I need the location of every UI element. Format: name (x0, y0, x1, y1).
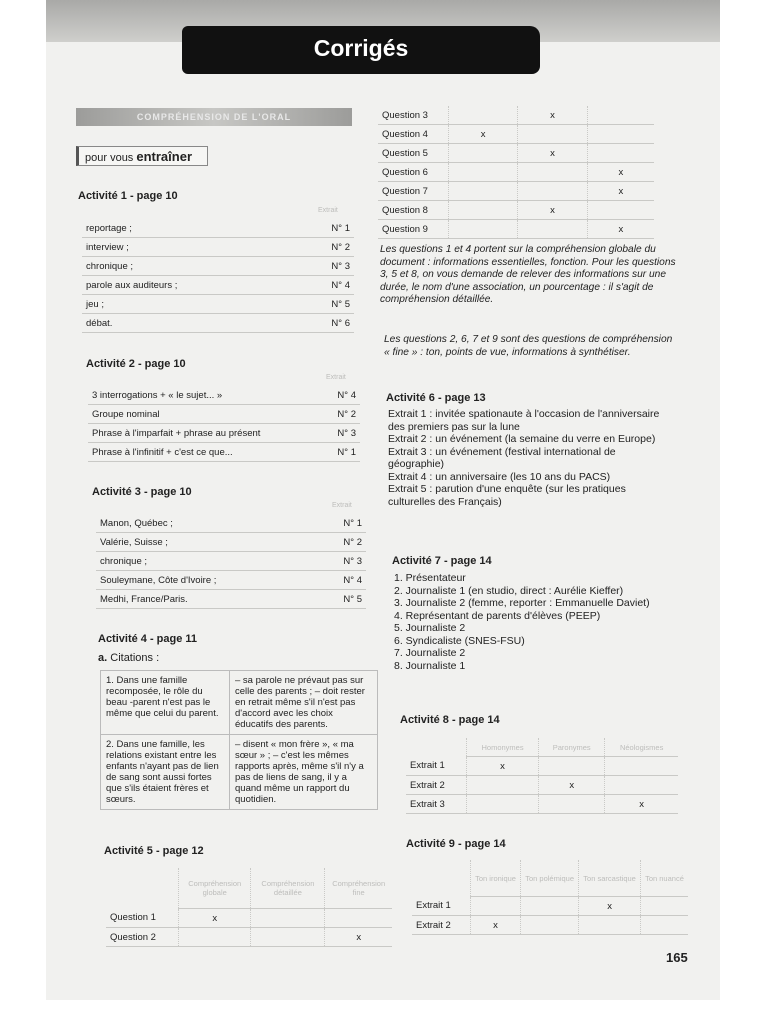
a1-number: N° 5 (304, 295, 354, 314)
mark-cell (587, 201, 654, 220)
a2-label: Phrase à l'infinitif + c'est ce que... (88, 443, 310, 462)
a2-number: N° 3 (310, 424, 360, 443)
table-header-row (406, 738, 678, 757)
table-row (96, 514, 366, 533)
a4-citations-table (100, 670, 378, 810)
citation-clue: – disent « mon frère », « ma sœur » ; – c'est les mêmes rapports après, même s'il n'y a pas de liens de sang, il y a quand même un rapport du quotidien. (230, 735, 378, 810)
row-label: Extrait 2 (406, 776, 467, 795)
row-label: Extrait 1 (406, 757, 467, 776)
list-item: 5. Journaliste 2 (394, 622, 466, 634)
a1-title: Activité 1 - page 10 (78, 190, 178, 202)
mark-cell: x (518, 106, 587, 125)
a1-number: N° 3 (304, 257, 354, 276)
a9-table (412, 860, 688, 935)
table-row (96, 552, 366, 571)
a3-number: N° 1 (316, 514, 366, 533)
list-item: 3. Journaliste 2 (femme, reporter : Emmanuelle Daviet) (394, 597, 650, 609)
row-label: Extrait 1 (412, 897, 471, 916)
table-row (378, 220, 654, 239)
row-label: Question 1 (106, 909, 179, 928)
list-item: Extrait 2 : un événement (la semaine du verre en Europe) (388, 433, 656, 445)
mark-cell: x (518, 144, 587, 163)
list-item: 8. Journaliste 1 (394, 659, 466, 672)
mark-cell: x (449, 125, 518, 144)
a4-sub-letter: a. (98, 652, 108, 664)
a4-title: Activité 4 - page 11 (98, 633, 198, 645)
a2-label: 3 interrogations + « le sujet... » (88, 386, 310, 405)
table-row (101, 735, 378, 810)
table-row (378, 201, 654, 220)
a3-number: N° 5 (316, 590, 366, 609)
a1-number: N° 6 (304, 314, 354, 333)
table-row (378, 163, 654, 182)
table-row (82, 219, 354, 238)
citation-text: 2. Dans une famille, les relations existant entre les enfants n'ayant pas de lien de sang sont aussi fortes que s'ils étaient frères et sœurs. (101, 735, 230, 810)
entrainer-prefix: pour vous (85, 152, 134, 164)
a5-table (106, 868, 392, 947)
empty-cell (406, 738, 467, 757)
mark-cell (521, 897, 579, 916)
a1-number: N° 4 (304, 276, 354, 295)
table-row (96, 571, 366, 590)
mark-cell (518, 182, 587, 201)
a1-label: jeu ; (82, 295, 304, 314)
mark-cell (539, 795, 605, 814)
table-row (378, 144, 654, 163)
mark-cell (449, 144, 518, 163)
a2-number: N° 1 (310, 443, 360, 462)
a4-sub-label: Citations : (110, 652, 160, 664)
page-sheet (46, 0, 720, 1000)
mark-cell: x (587, 220, 654, 239)
a2-table (88, 386, 360, 462)
mark-cell (605, 776, 678, 795)
note-paragraph-1: Les questions 1 et 4 portent sur la compréhension globale du document : informations essentielles, fonction. Pour les questions 3, 5 et 8, on vous demande de relever des informations sur une durée, le nom d'une association, un pourcentage : il s'agit de compréhension détaillée. (380, 244, 676, 305)
list-item: Extrait 3 : un événement (festival international de géographie) (388, 445, 616, 470)
mark-cell (251, 928, 325, 947)
row-label: Question 7 (378, 182, 449, 201)
a3-title: Activité 3 - page 10 (92, 486, 192, 498)
a7-title: Activité 7 - page 14 (392, 555, 492, 567)
table-row (88, 405, 360, 424)
row-label: Question 8 (378, 201, 449, 220)
list-item: Extrait 1 : invitée spationaute à l'occasion de l'anniversaire des premiers pas sur la lune (388, 408, 660, 433)
entrainer-tag (76, 146, 208, 166)
page-title: Corrigés (182, 26, 540, 74)
table-row (378, 106, 654, 125)
mark-cell: x (518, 201, 587, 220)
col-header: Homonymes (467, 738, 539, 757)
table-row (412, 916, 688, 935)
a3-label: Medhi, France/Paris. (96, 590, 316, 609)
table-row (101, 671, 378, 735)
a3-label: chronique ; (96, 552, 316, 571)
list-item: 1. Présentateur (394, 572, 466, 584)
note-paragraph-2: Les questions 2, 6, 7 et 9 sont des questions de compréhension « fine » : ton, points de vue, informations à synthétiser. (384, 334, 673, 358)
table-row (82, 295, 354, 314)
col-header: Compréhension globale (179, 868, 251, 909)
table-row (378, 125, 654, 144)
a4-subtitle (98, 652, 159, 664)
citation-text: 1. Dans une famille recomposée, le rôle du beau -parent n'est pas le même que celui du parent. (101, 671, 230, 735)
table-header-row (412, 860, 688, 897)
a1-label: débat. (82, 314, 304, 333)
mark-cell (640, 916, 688, 935)
mark-cell (587, 106, 654, 125)
mark-cell (579, 916, 641, 935)
table-row (96, 590, 366, 609)
table-row (82, 314, 354, 333)
table-row (96, 533, 366, 552)
a2-label: Phrase à l'imparfait + phrase au présent (88, 424, 310, 443)
a1-label: parole aux auditeurs ; (82, 276, 304, 295)
mark-cell (251, 909, 325, 928)
table-row (412, 897, 688, 916)
mark-cell (518, 125, 587, 144)
row-label: Question 3 (378, 106, 449, 125)
a8-table (406, 738, 678, 814)
mark-cell: x (587, 163, 654, 182)
table-row (88, 424, 360, 443)
list-item: 7. Journaliste 2 (394, 647, 466, 659)
mark-cell (640, 897, 688, 916)
section-banner: COMPRÉHENSION DE L'ORAL (76, 108, 352, 126)
table-row (406, 776, 678, 795)
a2-number: N° 4 (310, 386, 360, 405)
mark-cell (518, 220, 587, 239)
mark-cell: x (587, 182, 654, 201)
mark-cell (179, 928, 251, 947)
a7-list (394, 572, 680, 672)
mark-cell: x (539, 776, 605, 795)
mark-cell (539, 757, 605, 776)
mark-cell (587, 144, 654, 163)
a1-label: chronique ; (82, 257, 304, 276)
col-header: Ton nuancé (640, 860, 688, 897)
a3-col-header: Extrait (332, 502, 352, 509)
mark-cell (449, 201, 518, 220)
table-header-row (106, 868, 392, 909)
list-item: Extrait 4 : un anniversaire (les 10 ans du PACS) (388, 470, 611, 483)
row-label: Extrait 3 (406, 795, 467, 814)
mark-cell: x (467, 757, 539, 776)
a3-table (96, 514, 366, 609)
col-header: Compréhension détaillée (251, 868, 325, 909)
a1-table (82, 219, 354, 333)
mark-cell (449, 106, 518, 125)
row-label: Question 2 (106, 928, 179, 947)
a6-list (388, 408, 674, 508)
table-row (406, 757, 678, 776)
a3-label: Manon, Québec ; (96, 514, 316, 533)
a3-label: Souleymane, Côte d'Ivoire ; (96, 571, 316, 590)
questions-table (378, 106, 654, 239)
list-item: 6. Syndicaliste (SNES-FSU) (394, 634, 525, 647)
table-row (88, 443, 360, 462)
table-row (406, 795, 678, 814)
table-row (82, 238, 354, 257)
a6-title: Activité 6 - page 13 (386, 392, 486, 404)
mark-cell: x (471, 916, 521, 935)
col-header: Ton sarcastique (579, 860, 641, 897)
a2-number: N° 2 (310, 405, 360, 424)
list-item: 4. Représentant de parents d'élèves (PEEP) (394, 609, 601, 622)
col-header: Paronymes (539, 738, 605, 757)
table-row (106, 909, 392, 928)
table-row (82, 257, 354, 276)
a5-title: Activité 5 - page 12 (104, 845, 204, 857)
mark-cell: x (605, 795, 678, 814)
mark-cell: x (579, 897, 641, 916)
mark-cell (471, 897, 521, 916)
table-row (82, 276, 354, 295)
a1-number: N° 1 (304, 219, 354, 238)
page-number: 165 (666, 950, 688, 965)
mark-cell (467, 776, 539, 795)
col-header: Compréhension fine (325, 868, 392, 909)
table-row (88, 386, 360, 405)
empty-cell (106, 868, 179, 909)
mark-cell: x (179, 909, 251, 928)
col-header: Ton ironique (471, 860, 521, 897)
table-row (378, 182, 654, 201)
a3-label: Valérie, Suisse ; (96, 533, 316, 552)
a1-number: N° 2 (304, 238, 354, 257)
list-item: Extrait 5 : parution d'une enquête (sur les pratiques culturelles des Français) (388, 483, 626, 508)
mark-cell (605, 757, 678, 776)
mark-cell (587, 125, 654, 144)
col-header: Néologismes (605, 738, 678, 757)
a1-label: reportage ; (82, 219, 304, 238)
mark-cell (518, 163, 587, 182)
a3-number: N° 3 (316, 552, 366, 571)
a3-number: N° 4 (316, 571, 366, 590)
a2-col-header: Extrait (326, 374, 346, 381)
list-item: 2. Journaliste 1 (en studio, direct : Aurélie Kieffer) (394, 584, 624, 597)
mark-cell: x (325, 928, 392, 947)
a1-label: interview ; (82, 238, 304, 257)
row-label: Question 5 (378, 144, 449, 163)
row-label: Question 9 (378, 220, 449, 239)
a2-title: Activité 2 - page 10 (86, 358, 186, 370)
entrainer-bold: entraîner (136, 149, 193, 164)
a8-title: Activité 8 - page 14 (400, 714, 500, 726)
a9-title: Activité 9 - page 14 (406, 838, 506, 850)
row-label: Question 6 (378, 163, 449, 182)
mark-cell (325, 909, 392, 928)
row-label: Extrait 2 (412, 916, 471, 935)
mark-cell (467, 795, 539, 814)
mark-cell (449, 220, 518, 239)
table-row (106, 928, 392, 947)
mark-cell (521, 916, 579, 935)
a1-col-header: Extrait (318, 207, 338, 214)
citation-clue: – sa parole ne prévaut pas sur celle des parents ; – doit rester en retrait même s'il n'est pas d'accord avec les choix éducatifs des parents. (230, 671, 378, 735)
row-label: Question 4 (378, 125, 449, 144)
a2-label: Groupe nominal (88, 405, 310, 424)
mark-cell (449, 163, 518, 182)
mark-cell (449, 182, 518, 201)
col-header: Ton polémique (521, 860, 579, 897)
a3-number: N° 2 (316, 533, 366, 552)
empty-cell (412, 860, 471, 897)
